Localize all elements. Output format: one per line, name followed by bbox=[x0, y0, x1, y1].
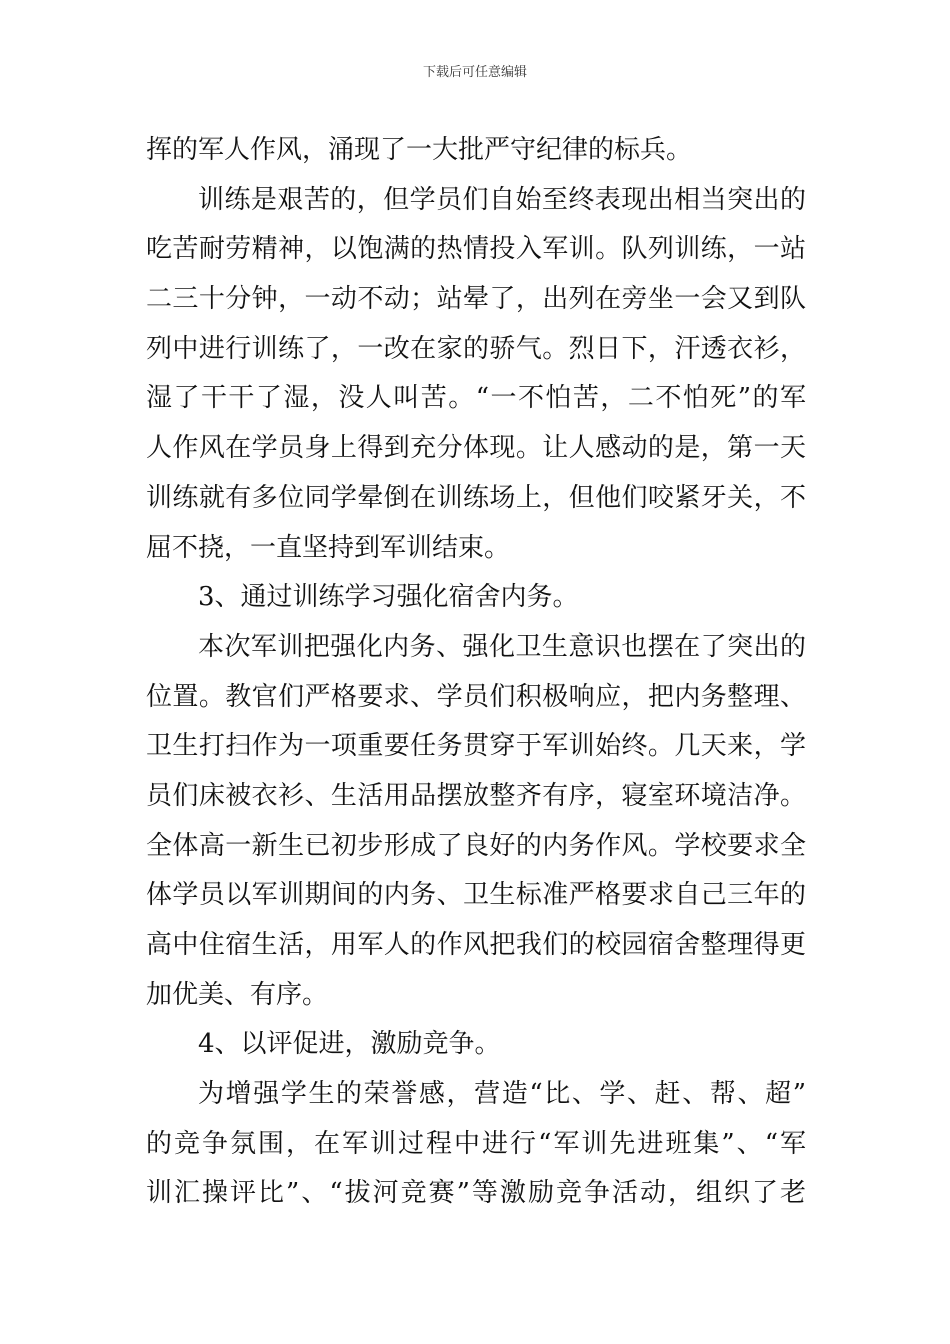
text-line: 屈不挠，一直坚持到军训结束。 bbox=[146, 532, 511, 563]
text-line: 人作风在学员身上得到充分体现。让人感动的是，第一天 bbox=[146, 433, 806, 464]
text-line: 为增强学生的荣誉感，营造“比、学、赶、帮、超” bbox=[198, 1079, 806, 1110]
section-heading-4: 4、以评促进，激励竞争。 bbox=[198, 1029, 501, 1060]
text-line: 本次军训把强化内务、强化卫生意识也摆在了突出的 bbox=[198, 631, 806, 662]
text-line: 位置。教官们严格要求、学员们积极响应，把内务整理、 bbox=[146, 681, 806, 712]
text-line: 体学员以军训期间的内务、卫生标准严格要求自己三年的 bbox=[146, 880, 806, 911]
text-line: 湿了干干了湿，没人叫苦。“一不怕苦，二不怕死”的军 bbox=[146, 383, 806, 414]
text-line: 的竞争氛围，在军训过程中进行“军训先进班集”、“军 bbox=[146, 1128, 806, 1159]
text-line: 员们床被衣衫、生活用品摆放整齐有序，寝室环境洁净。 bbox=[146, 780, 806, 811]
text-line: 列中进行训练了，一改在家的骄气。烈日下，汗透衣衫， bbox=[146, 333, 806, 364]
text-line: 吃苦耐劳精神，以饱满的热情投入军训。队列训练，一站 bbox=[146, 234, 806, 265]
text-line: 训练就有多位同学晕倒在训练场上，但他们咬紧牙关，不 bbox=[146, 482, 806, 513]
text-line: 训汇操评比”、“拔河竞赛”等激励竞争活动，组织了老 bbox=[146, 1178, 806, 1209]
text-line: 二三十分钟，一动不动；站晕了，出列在旁坐一会又到队 bbox=[146, 284, 806, 315]
text-line: 训练是艰苦的，但学员们自始至终表现出相当突出的 bbox=[198, 184, 806, 215]
text-line: 高中住宿生活，用军人的作风把我们的校园宿舍整理得更 bbox=[146, 930, 806, 960]
document-body bbox=[146, 126, 806, 1219]
text-line: 挥的军人作风，涌现了一大批严守纪律的标兵。 bbox=[146, 135, 693, 165]
text-line: 全体高一新生已初步形成了良好的内务作风。学校要求全 bbox=[146, 830, 806, 861]
text-line: 卫生打扫作为一项重要任务贯穿于军训始终。几天来，学 bbox=[146, 731, 806, 762]
page-header: 下载后可任意编辑 bbox=[422, 65, 527, 80]
text-line: 加优美、有序。 bbox=[146, 979, 329, 1010]
section-heading-3: 3、通过训练学习强化宿舍内务。 bbox=[198, 582, 579, 613]
